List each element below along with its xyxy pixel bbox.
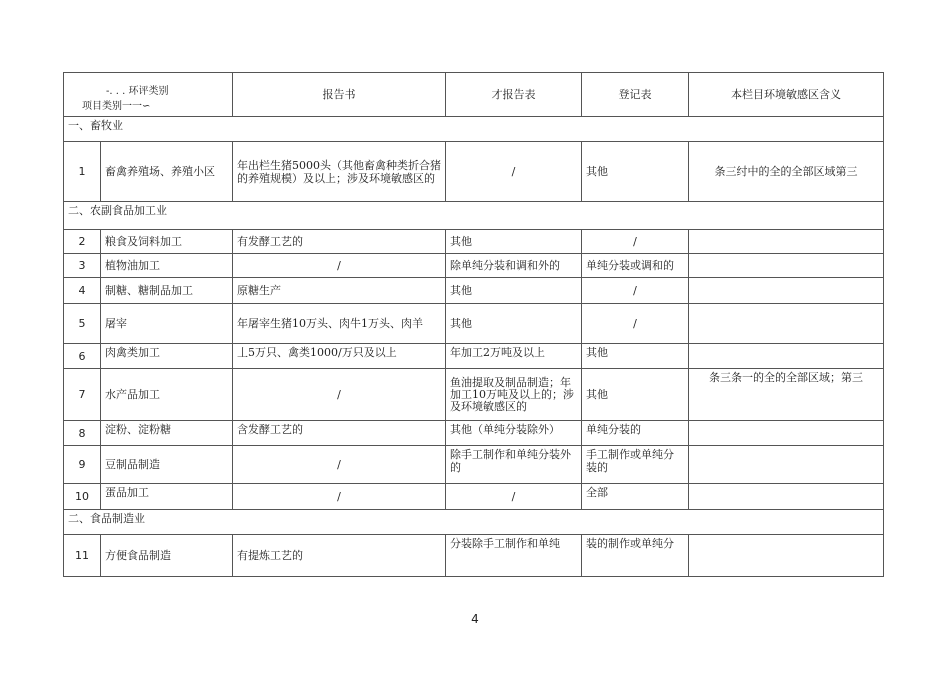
table-row xyxy=(64,230,884,254)
section-row xyxy=(64,510,884,535)
row-register: / xyxy=(582,304,689,344)
row-sensitive-area xyxy=(689,278,884,304)
row-project-name: 畜禽养殖场、养殖小区 xyxy=(101,142,233,202)
row-project-name: 蛋品加工 xyxy=(101,484,233,510)
row-register: 其他 xyxy=(582,369,689,421)
row-register: 单纯分装或调和的 xyxy=(582,254,689,278)
row-sensitive-area xyxy=(689,484,884,510)
row-sensitive-area: 条三纣中的全的全部区域第三 xyxy=(689,142,884,202)
row-report-book: / xyxy=(233,369,446,421)
table-header-row xyxy=(64,73,884,117)
row-number: 4 xyxy=(64,278,101,304)
row-report-form: 其他 xyxy=(446,230,582,254)
row-project-name: 水产品加工 xyxy=(101,369,233,421)
page-number: 4 xyxy=(471,612,479,626)
row-report-book: 有提炼工艺的 xyxy=(233,535,446,577)
row-register: 装的制作或单纯分 xyxy=(582,535,689,577)
section-title: 二、食品制造业 xyxy=(64,510,884,535)
row-sensitive-area xyxy=(689,254,884,278)
row-register: 手工制作或单纯分装的 xyxy=(582,446,689,484)
row-number: 9 xyxy=(64,446,101,484)
row-project-name: 粮食及饲料加工 xyxy=(101,230,233,254)
classification-table xyxy=(63,72,884,577)
row-report-form: / xyxy=(446,484,582,510)
row-report-book: / xyxy=(233,254,446,278)
row-register: / xyxy=(582,230,689,254)
table-row xyxy=(64,304,884,344)
row-report-form: 其他 xyxy=(446,304,582,344)
section-row xyxy=(64,117,884,142)
row-register: 其他 xyxy=(582,142,689,202)
header-corner-cell xyxy=(64,73,233,117)
row-register: 全部 xyxy=(582,484,689,510)
header-env-category: -. . . 环评类别 xyxy=(106,86,169,97)
header-register-form: 登记表 xyxy=(582,73,689,117)
row-report-book: / xyxy=(233,484,446,510)
row-report-form: 除单纯分装和调和外的 xyxy=(446,254,582,278)
row-project-name: 制糖、糖制品加工 xyxy=(101,278,233,304)
row-report-book: / xyxy=(233,446,446,484)
row-number: 11 xyxy=(64,535,101,577)
section-title: 一、畜牧业 xyxy=(64,117,884,142)
header-report-book: 报告书 xyxy=(233,73,446,117)
row-sensitive-area xyxy=(689,421,884,446)
row-report-form: 年加工2万吨及以上 xyxy=(446,344,582,369)
row-number: 1 xyxy=(64,142,101,202)
table-row xyxy=(64,421,884,446)
row-project-name: 方便食品制造 xyxy=(101,535,233,577)
table-row xyxy=(64,484,884,510)
row-number: 10 xyxy=(64,484,101,510)
row-report-form: 分装除手工制作和单纯 xyxy=(446,535,582,577)
table-row xyxy=(64,446,884,484)
row-number: 6 xyxy=(64,344,101,369)
row-project-name: 淀粉、淀粉糖 xyxy=(101,421,233,446)
table-row xyxy=(64,344,884,369)
table-row xyxy=(64,535,884,577)
row-sensitive-area xyxy=(689,446,884,484)
header-report-form: 才报告表 xyxy=(446,73,582,117)
row-sensitive-area xyxy=(689,535,884,577)
row-report-form: 除手工制作和单纯分装外的 xyxy=(446,446,582,484)
row-register: / xyxy=(582,278,689,304)
header-project-category: 项目类别一一∽ xyxy=(82,101,151,112)
row-register: 其他 xyxy=(582,344,689,369)
row-project-name: 豆制品制造 xyxy=(101,446,233,484)
row-number: 2 xyxy=(64,230,101,254)
row-number: 3 xyxy=(64,254,101,278)
row-report-form: 其他 xyxy=(446,278,582,304)
table-row xyxy=(64,278,884,304)
row-number: 8 xyxy=(64,421,101,446)
row-register: 单纯分装的 xyxy=(582,421,689,446)
row-report-book: 年出栏生猪5000头（其他畜禽种类折合猪的养殖规模）及以上；涉及环境敏感区的 xyxy=(233,142,446,202)
row-report-form: 鱼油提取及制品制造；年加工10万吨及以上的；涉及环境敏感区的 xyxy=(446,369,582,421)
row-sensitive-area xyxy=(689,344,884,369)
row-number: 7 xyxy=(64,369,101,421)
row-sensitive-area: 条三条一的全的全部区域；第三 xyxy=(689,369,884,421)
row-report-form: / xyxy=(446,142,582,202)
header-sensitive-area: 本栏目环境敏感区含义 xyxy=(689,73,884,117)
section-title: 二、农副食品加工业 xyxy=(64,202,884,230)
row-report-book: 含发酵工艺的 xyxy=(233,421,446,446)
row-sensitive-area xyxy=(689,230,884,254)
row-report-book: 有发酵工艺的 xyxy=(233,230,446,254)
table-row xyxy=(64,369,884,421)
table-row xyxy=(64,142,884,202)
row-report-form: 其他（单纯分装除外） xyxy=(446,421,582,446)
section-row xyxy=(64,202,884,230)
table-row xyxy=(64,254,884,278)
row-sensitive-area xyxy=(689,304,884,344)
row-number: 5 xyxy=(64,304,101,344)
row-report-book: 原糖生产 xyxy=(233,278,446,304)
row-project-name: 屠宰 xyxy=(101,304,233,344)
row-project-name: 植物油加工 xyxy=(101,254,233,278)
row-report-book: 丄5万只、禽类1000/万只及以上 xyxy=(233,344,446,369)
row-report-book: 年屠宰生猪10万头、肉牛1万头、肉羊 xyxy=(233,304,446,344)
row-project-name: 肉禽类加工 xyxy=(101,344,233,369)
